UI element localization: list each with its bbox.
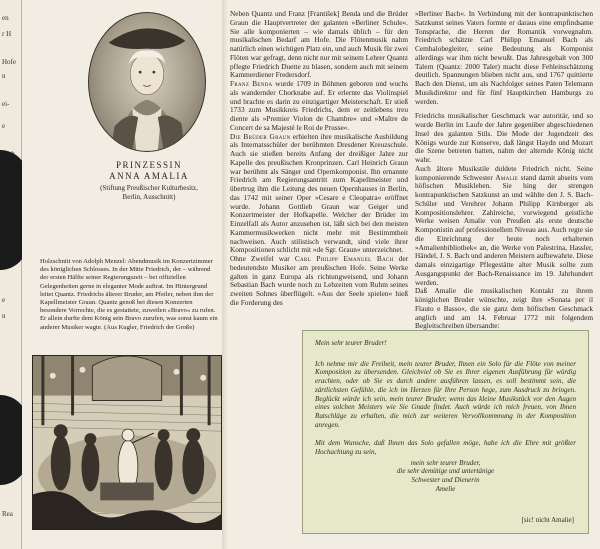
- letter-quote-box: [302, 330, 589, 534]
- portrait-credit: (Stiftung Preußischer Kulturbesitz, Berlin, Ausschnitt): [100, 184, 198, 201]
- edge-text: e: [2, 296, 6, 304]
- woodcut-drawing: [33, 356, 221, 529]
- edge-text: n: [2, 312, 6, 320]
- portrait-caption: [90, 160, 208, 202]
- paragraph-text: erhielten ihre musikalische Ausbildung als Internatsschüler der berühmten Dresdener Kreuzschule. Auch sie stießen bereits Anfang der dreißiger Jahre zur Kapelle des preußischen Kronprinzen. Carl Heinrich Graun war berühmt als Sänger und Opernkomponist. Ihn ernannte Friedrich am Regierungsantritt zum Kapellmeister und übertrug ihm die Leitung des neuen Opernhauses in Berlin, das 1742 mit seiner Oper »Cesare e Cleopatra« eröffnet wurde. Johann Gottlieb Graun war Geiger und Konzertmeister der Hofkapelle. Welcher der Brüder im Einzelfall als Autor anzusehen ist, läßt sich bei den meisten Kammermusikwerken nicht mehr mit Bestimmtheit nachweisen. Auch stilistisch verwandt, sind viele ihrer Kompositionen schlicht mit »de Sgr. Graun« unterzeichnet.: [230, 131, 408, 255]
- paragraph-text: Friedrichs musikalischer Geschmack war autoritär, und so wurde Berlin im Laufe der Jahre gegenüber abgeschiedenen Insel des galanten Stils. Die Mode der Jugendzeit des Königs wurde zur Konserve, daß längst Haydn und Mozart die Szene betreten hatten, nahm der alternde König nicht wahr.: [415, 111, 593, 164]
- menzel-woodcut-illustration: [32, 355, 222, 530]
- letter-body: Ich nehme mir die Freiheit, mein teurer Bruder, Ihnen ein Solo für die Flöte von meiner Komposition zu übersenden. Gleichviel ob Sie es Ihrer eigenen Ausführung für würdig erachten, oder ob Sie es durch andere ausführen lassen, es soll bestimmt sein, die zärtlichsten Gefühle, die ich im Herzen für Ihre Person hege, zum Ausdruck zu bringen. Beglückt würde ich sein, mein teurer Bruder, wenn das kleine Musikstück vor den Augen eines solchen Meisters wie Sie Gnade findet. Auch würde ich mich freuen, von Ihnen Ratschläge zu erhalten, die mich zur weiteren Vervollkommnung in der Komposition anregen.: [315, 359, 576, 429]
- portrait-title-line2: ANNA AMALIA: [109, 171, 189, 181]
- edge-text: r H: [2, 30, 12, 38]
- edge-text: n: [2, 72, 6, 80]
- paragraph: [415, 165, 593, 288]
- person-name: Franz Benda: [230, 79, 273, 88]
- edge-text: ei-: [2, 100, 10, 108]
- person-name: Carl Philipp Emanuel Bach: [294, 254, 394, 263]
- paragraph: [415, 112, 593, 165]
- portrait-title-line1: PRINZESSIN: [115, 160, 182, 170]
- paragraph: [230, 80, 408, 133]
- letter-closing: Mit dem Wunsche, daß Ihnen das Solo gefallen möge, habe ich die Ehre mit größter Hochachtung zu sein,: [315, 439, 576, 457]
- text-column-1: [230, 10, 408, 308]
- paragraph-text: wurde 1709 in Böhmen geboren und wuchs als wandernder Chorknabe auf. Er erlernte das Violinspiel und brachte es darin zu einzigartiger Meisterschaft. Er stieß 1733 zum Musikkreis Friedrichs, dem er zeitlebens treu diente als »Premier Violon de Chambre« und »Maître de Concert de sa Majesté le Roi de Prusse«.: [230, 79, 409, 132]
- letter-signature-line: Schwester und Dienerin: [411, 476, 480, 485]
- page-fold: [222, 0, 228, 549]
- paragraph: [230, 133, 408, 256]
- paragraph-text: der bedeutendste Musiker am preußischen Hofe. Seine Werke galten in ganz Europa als richtungweisend, und Johann Sebastian Bach wurde noch zu Lebzeiten vom Ruhm seines zweiten Sohnes überflügelt. »Aus der Seele spielen« hieß die Forderung des: [230, 254, 408, 307]
- edge-text: e: [2, 122, 6, 130]
- person-name: Die Brüder Graun: [230, 131, 291, 141]
- portrait-drawing: [89, 13, 205, 151]
- paragraph-text: »Berliner Bach«. In Verbindung mit der kontrapunktischen Satzkunst seines Vaters formte er daraus eine empfindsame Tonsprache, die Herren der Romantik vorwegnahm. Friedrich schätzte Carl Philipp Emanuel Bach als Cembalobegleiter, seine Bedeutung als Komponist allerdings war ihm nicht bewußt. Das Jahresgehalt von 300 Talern (Quantz: 2000 Taler) macht diese Fehleinschätzung deutlich. Spannungen blieben nicht aus, und 1767 quittierte Bach den Dienst, um als Nachfolger seines Paten Telemann Musikdirektor und für fünf Hauptkirchen Hamburgs zu werden.: [415, 9, 593, 106]
- paragraph: [230, 10, 408, 80]
- portrait-anna-amalia: [88, 12, 206, 152]
- text-column-2: [415, 10, 593, 331]
- person-name: Amalie: [495, 172, 519, 182]
- letter-salutation: Mein sehr teurer Bruder!: [315, 339, 387, 347]
- paragraph-text: stand damit abseits vom höfischen Musikleben. Sie hing der strengen kontrapunktischen Satzkunst an und wählte den J. S. Bach-Schüler und Verehrer Johann Philipp Kirnberger als Kompositionslehrer. Zahlreiche, vorwiegend geistliche Werke weisen Amalie von Preußen als erste deutsche Komponistin auf professionellem Niveau aus. Auch regte sie die Einrichtung der heute noch erhaltenen »Amalienbibliothek« an, die Werke von Palestrina, Hassler, Händel, J. S. Bach und anderen Meistern aufbewahrte. Diese damals einzigartige Pflegestätte alter Musik sollte zum Ausgangspunkt der Bach-Renaissance im 19. Jahrhundert werden.: [415, 172, 593, 287]
- edge-text: Rea: [2, 510, 13, 518]
- letter-signature-name: Amelie: [435, 484, 456, 493]
- letter-signature-line: die sehr demütige und untertänige: [396, 467, 495, 476]
- woodcut-caption: Holzschnitt von Adolph Menzel: Abendmusik im Konzertzimmer des königlichen Schlosses. In der Mitte Friedrich, der – während der ersten Hälfte seiner Regierungszeit – bei offiziellen Gelegenheiten gerne in eleganter Mode auftrat. Im Hintergrund leitet Quantz. Friedrichs älterer Bruder, am Pfeiler, neben ihm der Kapellmeister Graun. Quantz genoß bei diesen Konzerten besondere Vorrechte, die es gestattete, zuweilen »Bravo« zu rufen. Er allein durfte dem König sein Bravo zurufen, was sonst kaum ein anderer Musiker wagte. (Aus Kugler, Friedrich der Große): [40, 258, 218, 331]
- paragraph-text: Neben Quantz und Franz [František] Benda und die Brüder Graun die Hauptvertreter der galanten »Berliner Schule«. Sie alle komponierten – wie damals üblich – für den musikalischen Bedarf am Hofe. Die Flötenmusik nahm natürlich einen wichtigen Platz ein, und auch Musik für zwei Flöten war gefragt, denn nicht nur mit seinem Lehrer Quantz pflegte Friedrich Duette zu blasen, sondern auch mit seinem Kammerdiener Fredersdorf.: [230, 9, 408, 80]
- paragraph-text: Daß Amalie die musikalischen Kontakt zu ihrem königlichen Bruder wünschte, zeigt ihre »Sonata per il Flauto e Basso«, die sie ganz dem höfischen Geschmack anglich und am 14. Februar 1772 mit folgendem Begleitschreiben übersandte:: [415, 286, 593, 331]
- paragraph: [230, 255, 408, 308]
- paragraph-text: Ohne Zweifel war: [230, 254, 295, 263]
- letter-signature-line: mein sehr teurer Bruder,: [410, 458, 481, 467]
- paragraph-text: Auch ältere Musikstile duldete Friedrich nicht. Seine komponierende Schwester: [415, 163, 593, 182]
- paragraph: [415, 10, 593, 106]
- paragraph: [415, 287, 593, 331]
- edge-text: Hofe: [2, 58, 16, 66]
- edge-text: en: [2, 14, 9, 22]
- editor-note: [sic! nicht Amalie]: [521, 516, 574, 525]
